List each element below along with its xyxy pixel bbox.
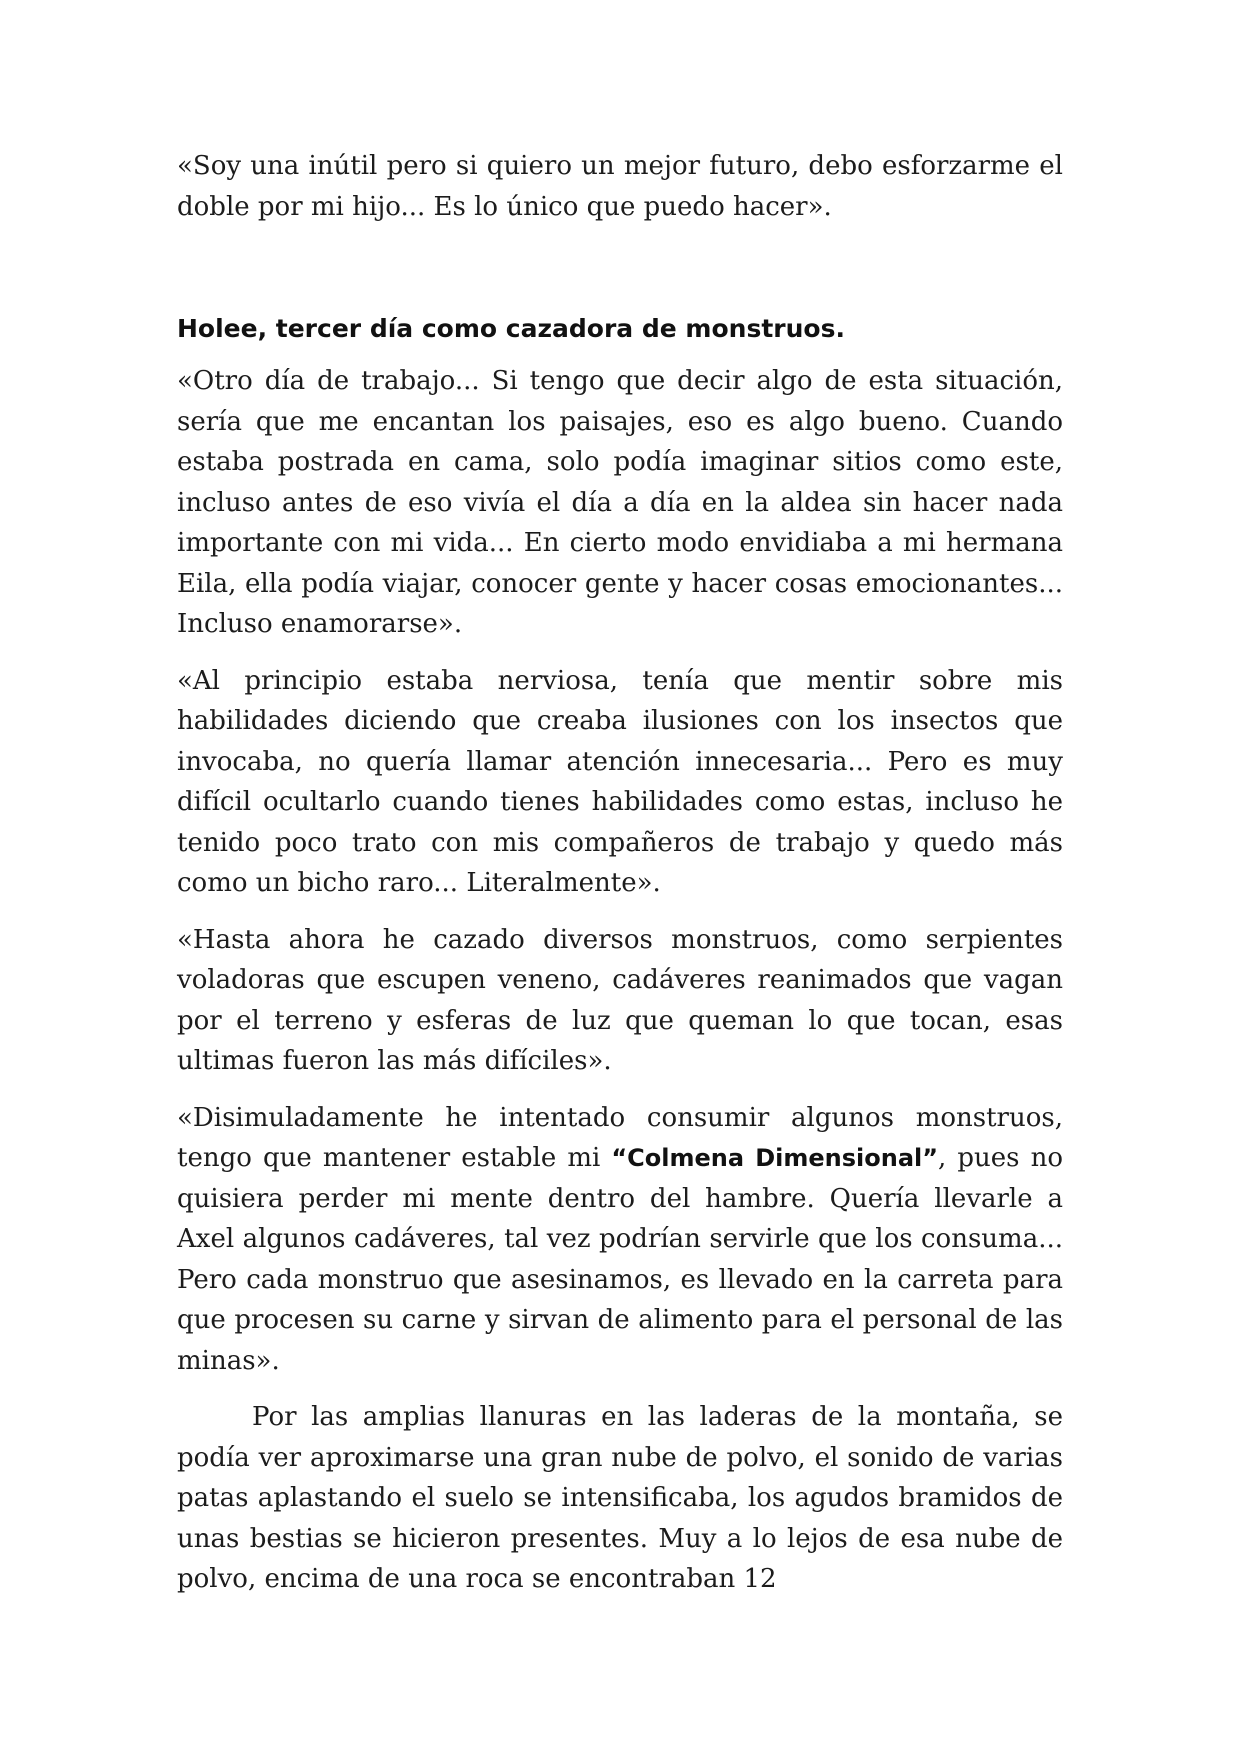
- paragraph-thought-5: [177, 1098, 1063, 1382]
- paragraph-thought-3: «Al principio estaba nerviosa, tenía que mentir sobre mis habilidades diciendo que creaba ilusiones con los insectos que invocaba, no quería llamar atención innecesaria... Pero es muy difícil ocultarlo cuando tienes habilidades como estas, incluso he tenido poco trato con mis compañeros de trabajo y quedo más como un bicho raro... Literalmente».: [177, 665, 1063, 898]
- paragraph-thought-1: «Soy una inútil pero si quiero un mejor futuro, debo esforzarme el doble por mi hijo... Es lo único que puedo hacer».: [177, 151, 1063, 222]
- paragraph-thought-4: «Hasta ahora he cazado diversos monstruos, como serpientes voladoras que escupen veneno, cadáveres reanimados que vagan por el terreno y esferas de luz que queman lo que tocan, esas ultimas fueron las más difíciles».: [177, 924, 1063, 1076]
- paragraph-5-after: , pues no quisiera perder mi mente dentro del hambre. Quería llevarle a Axel algunos cadáveres, tal vez podrían servirle que los consuma... Pero cada monstruo que asesinamos, es llevado en la carreta para que procesen su carne y sirvan de alimento para el personal de las minas».: [177, 1143, 1064, 1376]
- paragraph-narration: Por las amplias llanuras en las laderas de la montaña, se podía ver aproximarse una gran nube de polvo, el sonido de varias patas aplastando el suelo se intensificaba, los agudos bramidos de unas bestias se hicieron presentes. Muy a lo lejos de esa nube de polvo, encima de una roca se encontraban 12: [177, 1402, 1063, 1594]
- colmena-dimensional-term: “Colmena Dimensional”: [611, 1144, 939, 1172]
- body-text: [177, 146, 1063, 1600]
- paragraph-thought-2: «Otro día de trabajo... Si tengo que decir algo de esta situación, sería que me encantan los paisajes, eso es algo bueno. Cuando estaba postrada en cama, solo podía imaginar sitios como este, incluso antes de eso vivía el día a día en la aldea sin hacer nada importante con mi vida... En cierto modo envidiaba a mi hermana Eila, ella podía viajar, conocer gente y hacer cosas emocionantes... Incluso enamorarse».: [177, 366, 1063, 639]
- section-heading: Holee, tercer día como cazadora de monstruos.: [177, 314, 845, 343]
- paragraph-5-before: «Disimuladamente he intentado consumir algunos monstruos, tengo que mantener estable mi: [177, 1102, 1063, 1173]
